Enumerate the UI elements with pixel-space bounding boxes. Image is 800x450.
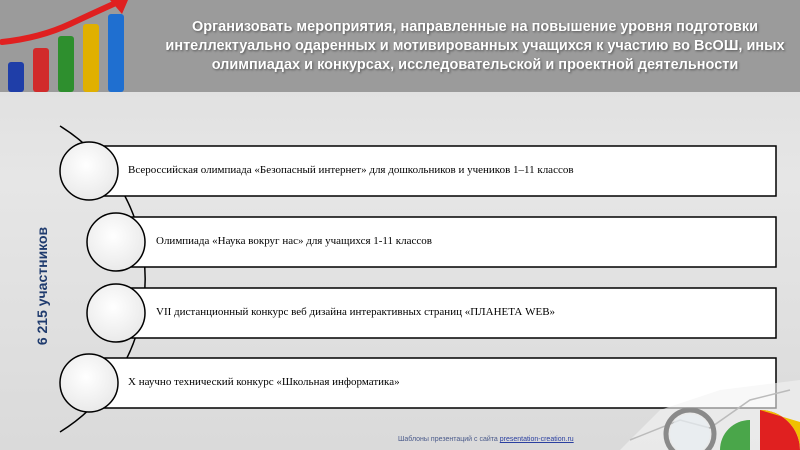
list-item-text-1: Всероссийская олимпиада «Безопасный интернет» для дошкольников и учеников 1–11 классов [128, 164, 574, 176]
list-item-text-3: VII дистанционный конкурс веб дизайна интерактивных страниц «ПЛАНЕТА WEB» [156, 306, 556, 318]
list-item-text-2: Олимпиада «Наука вокруг нас» для учащихся 1-11 классов [156, 235, 432, 247]
list-item-text-4: X научно технический конкурс «Школьная информатика» [128, 376, 400, 388]
participants-count-label: 6 215 участников [34, 226, 50, 346]
footer-link[interactable]: presentation-creation.ru [499, 436, 574, 443]
slide-title: Организовать мероприятия, направленные на повышение уровня подготовки интеллектуально одаренных и мотивированных учащихся к участию во ВсОШ, иных олимпиадах и конкурсах, исследовательской и проектной деятельности [165, 19, 785, 73]
footer-prefix: Шаблоны презентаций с сайта [398, 436, 500, 443]
footer-credit [398, 436, 574, 443]
magnifier-chart-decoration [600, 350, 800, 450]
